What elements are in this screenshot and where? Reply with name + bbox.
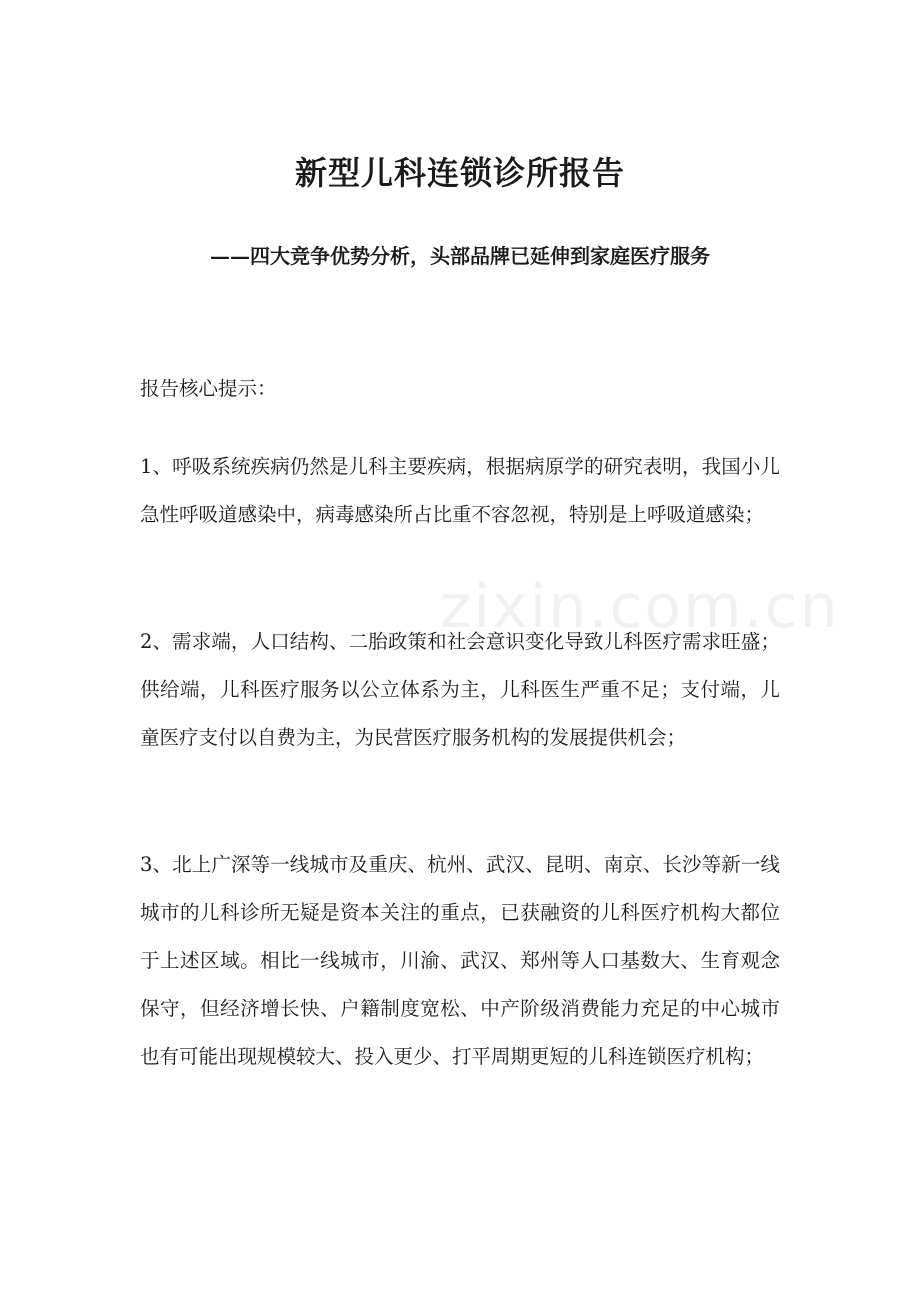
page-subtitle: ——四大竞争优势分析，头部品牌已延伸到家庭医疗服务 xyxy=(210,244,710,268)
point-paragraph-1: 1、呼吸系统疾病仍然是儿科主要疾病，根据病原学的研究表明，我国小儿急性呼吸道感染中，病毒感染所占比重不容忽视，特别是上呼吸道感染； xyxy=(140,455,780,526)
page-title: 新型儿科连锁诊所报告 xyxy=(294,154,625,192)
intro-heading: 报告核心提示： xyxy=(140,377,277,400)
watermark: zixin.com.cn xyxy=(440,572,840,642)
point-paragraph-2: 2、需求端，人口结构、二胎政策和社会意识变化导致儿科医疗需求旺盛；供给端，儿科医疗服务以公立体系为主，儿科医生严重不足；支付端，儿童医疗支付以自费为主，为民营医疗服务机构的发展提供机会； xyxy=(140,630,780,749)
point-paragraph-3: 3、北上广深等一线城市及重庆、杭州、武汉、昆明、南京、长沙等新一线城市的儿科诊所无疑是资本关注的重点，已获融资的儿科医疗机构大都位于上述区域。相比一线城市，川渝、武汉、郑州等人口基数大、生育观念保守，但经济增长快、户籍制度宽松、中产阶级消费能力充足的中心城市也有可能出现规模较大、投入更少、打平周期更短的儿科连锁医疗机构； xyxy=(140,853,780,1068)
